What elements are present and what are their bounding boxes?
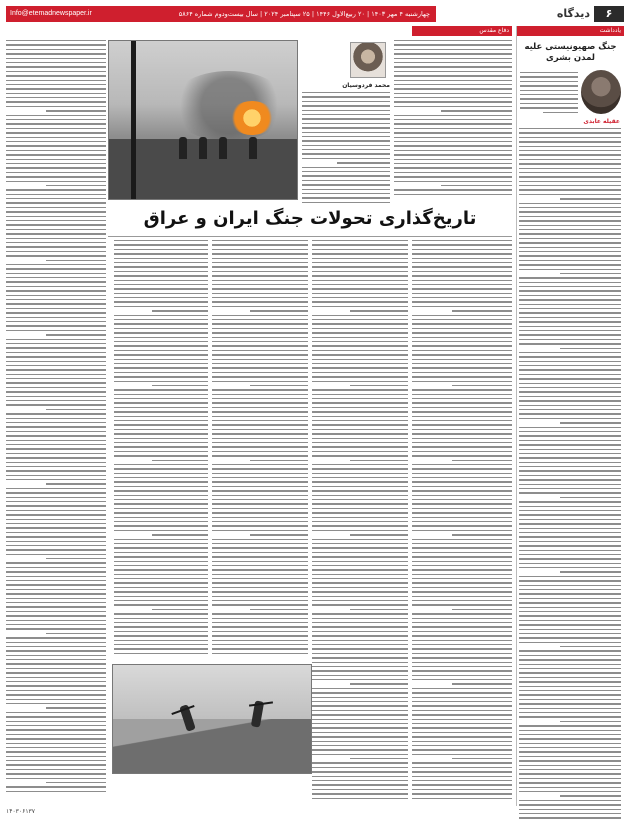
smoke-cloud — [169, 71, 289, 141]
sidebar-body-text — [519, 128, 621, 819]
article-column — [412, 240, 512, 799]
explosion — [229, 101, 275, 135]
sidebar-author: عقیله عابدی — [583, 118, 620, 125]
footer-code: ۱۴۰۳۰۶۱۳۷ — [6, 808, 36, 815]
headline-rule — [108, 236, 512, 237]
article-column — [6, 40, 106, 792]
foreground-pole — [131, 41, 136, 200]
section-title: دیدگاه — [556, 7, 590, 20]
sidebar-tag: یادداشت — [517, 26, 624, 36]
sidebar-lead-text — [520, 72, 578, 113]
author-photo — [581, 70, 621, 114]
article-column — [114, 240, 208, 654]
soldiers-photo — [112, 664, 312, 774]
feature-intro-text — [302, 92, 390, 203]
soldier-figure — [199, 137, 207, 159]
article-column — [212, 240, 308, 654]
soldier-figure — [249, 137, 257, 159]
feature-author: محمد فردوسیان — [342, 82, 390, 89]
soldier-figure — [219, 137, 227, 159]
sidebar-column — [516, 26, 624, 806]
feature-tag: دفاع مقدس — [412, 26, 512, 36]
page-number: ۶ — [594, 6, 624, 22]
contact-email[interactable]: Info@etemadnewspaper.ir — [10, 10, 92, 17]
sidebar-headline: جنگ صهیونیستی علیه لمدن بشری — [524, 42, 617, 63]
feature-column-text — [394, 40, 512, 195]
feature-headline: تاریخ‌گذاری تحولات جنگ ایران و عراق — [143, 208, 477, 229]
dateline: چهارشنبه ۴ مهر ۱۴۰۳ | ۲۰ ربیع‌الاول ۱۴۴۶ | ۲۵ سپتامبر ۲۰۲۴ | سال بیست‌ودوم شماره ۵۸۶۴ — [6, 6, 436, 22]
soldier-figure — [179, 137, 187, 159]
article-column — [312, 240, 408, 799]
war-photo — [108, 40, 298, 200]
top-bar — [6, 6, 624, 22]
hillside — [113, 719, 311, 774]
author-portrait — [350, 42, 386, 78]
